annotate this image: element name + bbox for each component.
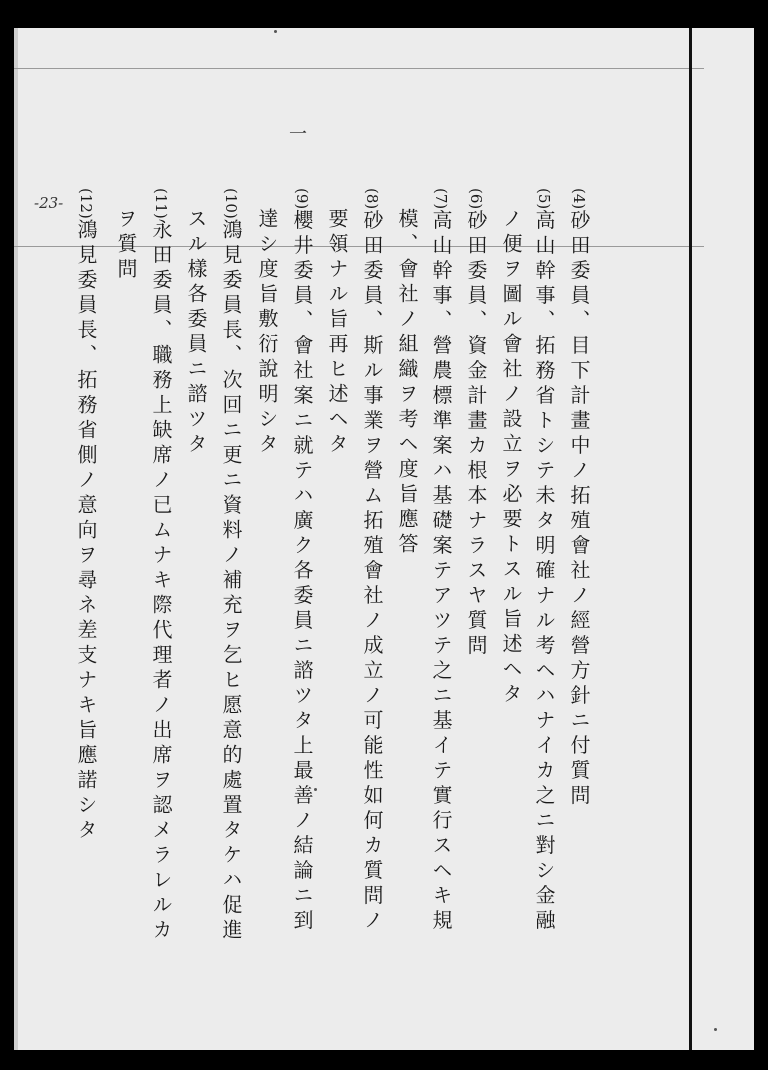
column-text: 鴻見委員長、拓務省側ノ意向ヲ尋ネ差支ナキ旨應諾シタ bbox=[74, 218, 98, 844]
text-column bbox=[397, 208, 417, 558]
column-text: 鴻見委員長、次回ニ更ニ資料ノ補充ヲ乞ヒ愿意的處置タケハ促進 bbox=[219, 218, 243, 944]
document-page bbox=[14, 28, 754, 1050]
text-column bbox=[76, 188, 96, 844]
item-number: (6) bbox=[467, 188, 485, 210]
text-column bbox=[466, 188, 486, 659]
text-column bbox=[362, 188, 382, 934]
text-column bbox=[186, 208, 206, 458]
item-number: (4) bbox=[570, 188, 588, 210]
speckle bbox=[274, 30, 277, 33]
item-number: (12) bbox=[77, 188, 95, 219]
column-text: 高山幹事、營農標準案ハ基礎案テアツテ之ニ基イテ實行スヘキ規 bbox=[429, 209, 453, 935]
item-number: (11) bbox=[152, 188, 170, 219]
page-number: 一 bbox=[289, 124, 307, 145]
text-column bbox=[151, 188, 171, 944]
margin-page-mark: -23- bbox=[34, 194, 64, 212]
item-number: (7) bbox=[432, 188, 450, 210]
top-rule-line bbox=[14, 68, 704, 69]
text-column bbox=[569, 188, 589, 809]
column-text: 高山幹事、拓務省トシテ未タ明確ナル考ヘハナイカ之ニ對シ金融 bbox=[532, 209, 556, 935]
column-text: 永田委員、職務上缺席ノ已ムナキ際代理者ノ出席ヲ認メラレルカ bbox=[149, 218, 173, 944]
item-number: (8) bbox=[363, 188, 381, 210]
item-number: (9) bbox=[293, 188, 311, 210]
left-binding-edge bbox=[14, 28, 18, 1050]
text-column bbox=[327, 208, 347, 458]
text-column bbox=[116, 208, 136, 283]
column-text: 櫻井委員、會社案ニ就テハ廣ク各委員ニ諮ツタ上最善ノ結論ニ到 bbox=[290, 209, 314, 935]
column-text: 要領ナル旨再ヒ述ヘタ bbox=[325, 208, 349, 458]
item-number: (5) bbox=[535, 188, 553, 210]
column-text: 砂田委員、目下計畫中ノ拓殖會社ノ經營方針ニ付質問 bbox=[567, 209, 591, 810]
text-column bbox=[257, 208, 277, 458]
text-column bbox=[431, 188, 451, 934]
speckle bbox=[714, 1028, 717, 1031]
column-text: ヲ質問 bbox=[114, 208, 138, 283]
column-text: ノ便ヲ圖ル會社ノ設立ヲ必要トスル旨述ヘタ bbox=[499, 208, 523, 708]
item-number: (10) bbox=[222, 188, 240, 219]
speckle bbox=[314, 788, 317, 791]
column-text: 模、會社ノ組織ヲ考ヘ度旨應答 bbox=[395, 208, 419, 558]
column-text: 砂田委員、資金計畫カ根本ナラスヤ質問 bbox=[464, 209, 488, 660]
text-column bbox=[534, 188, 554, 934]
text-column bbox=[221, 188, 241, 944]
text-column bbox=[501, 208, 521, 708]
right-margin-rule bbox=[689, 28, 692, 1050]
column-text: 達シ度旨敷衍說明シタ bbox=[255, 208, 279, 458]
column-text: スル樣各委員ニ諮ツタ bbox=[184, 208, 208, 458]
column-text: 砂田委員、斯ル事業ヲ營ム拓殖會社ノ成立ノ可能性如何カ質問ノ bbox=[360, 209, 384, 935]
text-column bbox=[292, 188, 312, 934]
